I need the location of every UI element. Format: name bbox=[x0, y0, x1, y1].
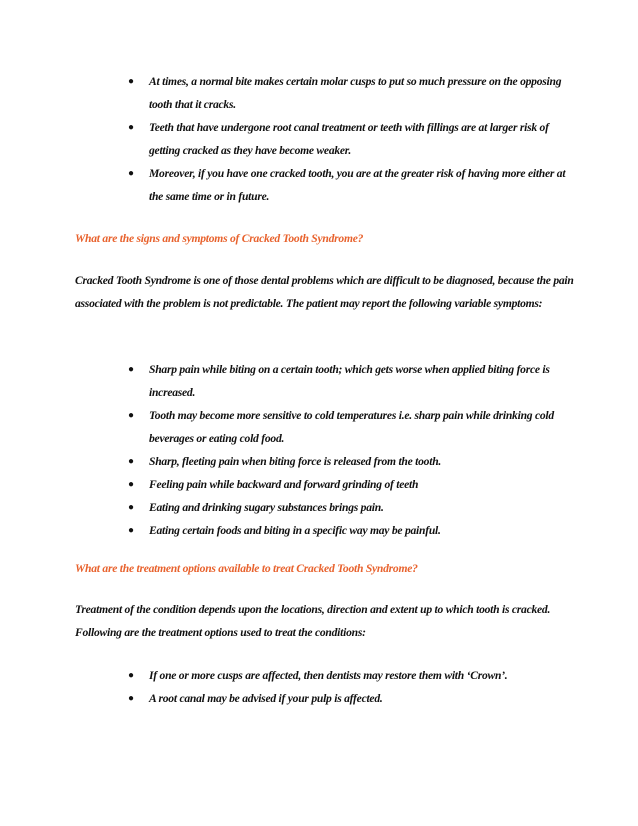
bullet-icon: ● bbox=[128, 168, 134, 179]
bullet-icon: ● bbox=[128, 456, 134, 467]
bullet-icon: ● bbox=[128, 410, 134, 421]
bullet-icon: ● bbox=[128, 502, 134, 513]
list-item: ● Eating certain foods and biting in a specific way may be painful. bbox=[128, 519, 568, 542]
list-item: ● A root canal may be advised if your pulp is affected. bbox=[128, 687, 568, 710]
bullet-icon: ● bbox=[128, 693, 134, 704]
symptoms-list bbox=[128, 358, 568, 542]
symptoms-heading: What are the signs and symptoms of Cracked Tooth Syndrome? bbox=[75, 232, 364, 245]
bullet-icon: ● bbox=[128, 76, 134, 87]
treatment-intro: Treatment of the condition depends upon the locations, direction and extent up to which tooth is cracked. Following are the treatment options used to treat the conditions: bbox=[75, 603, 551, 639]
bullet-icon: ● bbox=[128, 525, 134, 536]
bullet-icon: ● bbox=[128, 364, 134, 375]
bullet-icon: ● bbox=[128, 670, 134, 681]
list-item: ● Moreover, if you have one cracked tooth, you are at the greater risk of having more either at the same time or in future. bbox=[128, 162, 568, 208]
list-item: ● Tooth may become more sensitive to cold temperatures i.e. sharp pain while drinking cold beverages or eating cold food. bbox=[128, 404, 568, 450]
list-item: ● Teeth that have undergone root canal treatment or teeth with fillings are at larger risk of getting cracked as they have become weaker. bbox=[128, 116, 568, 162]
list-item: ● Sharp, fleeting pain when biting force is released from the tooth. bbox=[128, 450, 568, 473]
treatment-list bbox=[128, 664, 568, 710]
list-item: ● Eating and drinking sugary substances brings pain. bbox=[128, 496, 568, 519]
bullet-icon: ● bbox=[128, 479, 134, 490]
symptoms-intro: Cracked Tooth Syndrome is one of those dental problems which are difficult to be diagnosed, because the pain associated with the problem is not predictable. The patient may report the following variable symptoms: bbox=[75, 274, 574, 310]
list-item: ● If one or more cusps are affected, then dentists may restore them with ‘Crown’. bbox=[128, 664, 568, 687]
risk-factors-list bbox=[128, 70, 568, 208]
list-item: ● Feeling pain while backward and forward grinding of teeth bbox=[128, 473, 568, 496]
list-item: ● Sharp pain while biting on a certain tooth; which gets worse when applied biting force is increased. bbox=[128, 358, 568, 404]
list-item: ● At times, a normal bite makes certain molar cusps to put so much pressure on the opposing tooth that it cracks. bbox=[128, 70, 568, 116]
bullet-icon: ● bbox=[128, 122, 134, 133]
treatment-heading: What are the treatment options available to treat Cracked Tooth Syndrome? bbox=[75, 562, 418, 575]
